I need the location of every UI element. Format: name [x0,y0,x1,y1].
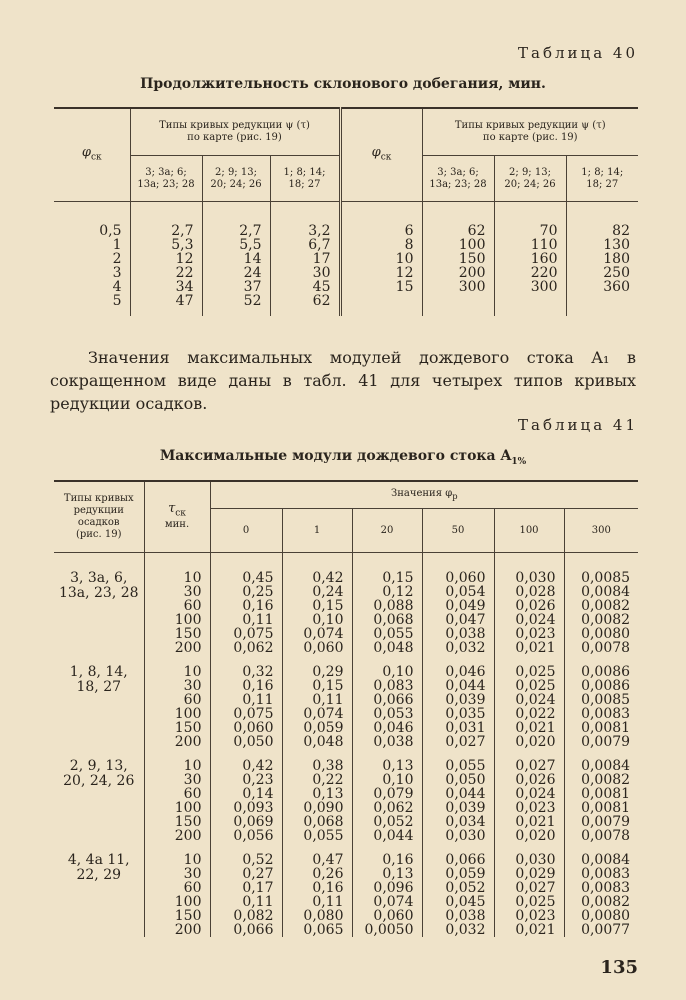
table-cell: 60 [144,693,210,707]
table-cell: 82 [566,224,638,238]
table-cell: 0,060 [282,641,352,655]
table-cell: 14 [202,252,270,266]
table-cell: 0,024 [494,693,564,707]
table-cell: 0,056 [210,829,282,843]
table-cell: 0,050 [422,773,494,787]
table-cell: 24 [202,266,270,280]
table-cell: 0,0079 [564,815,638,829]
table-41-body [54,553,638,938]
spacer-cell [270,308,340,316]
table-cell: 0,11 [282,693,352,707]
table-cell: 0,25 [210,585,282,599]
phi-values-header: Значения $\varphi_р$ [210,481,638,509]
table-cell: 62 [422,224,494,238]
table-41-label: Таблица 41 [518,416,638,434]
table-cell: 0,028 [494,585,564,599]
table-cell: 100 [144,707,210,721]
table-cell: 0,034 [422,815,494,829]
table-cell: 0,11 [210,693,282,707]
table-cell: 45 [270,280,340,294]
reduction-types-header: Типы кривых редукции осадков (рис. 19) [54,481,144,553]
table-cell: 0,027 [494,749,564,773]
tau-header: $\tau_{ск}$ мин. [144,481,210,553]
table-cell: 0,0081 [564,787,638,801]
spacer-cell [494,202,566,225]
table-cell: 0,021 [494,923,564,937]
table-cell: 2 [54,252,130,266]
table-cell: 0,38 [282,749,352,773]
table-cell: 0,048 [352,641,422,655]
table-cell: 200 [422,266,494,280]
table-cell: 0,066 [352,693,422,707]
table-cell: 0,062 [352,801,422,815]
subcol-header: 2; 9; 13; 20; 24; 26 [494,156,566,202]
table-cell: 0,26 [282,867,352,881]
reduction-types-cell: 2, 9, 13, 20, 24, 26 [54,749,144,843]
spacer-cell [422,308,494,316]
table-cell: 0,023 [494,909,564,923]
table-cell: 0,23 [210,773,282,787]
table-cell: 0,021 [494,641,564,655]
reduction-types-cell: 1, 8, 14, 18, 27 [54,655,144,749]
table-cell: 10 [144,843,210,867]
table-cell: 0,14 [210,787,282,801]
table-40-title: Продолжительность склонового добегания, мин. [140,76,546,92]
table-cell: 0,032 [422,641,494,655]
table-cell: 0,046 [352,721,422,735]
phi-column-header: 1 [282,509,352,553]
table-cell: 0,12 [352,585,422,599]
spacer-cell [340,308,422,316]
table-cell: 0,029 [494,867,564,881]
table-cell: 0,13 [352,749,422,773]
table-cell: 200 [144,735,210,749]
subcol-header: 1; 8; 14; 18; 27 [270,156,340,202]
table-cell: 100 [422,238,494,252]
table-cell: 22 [130,266,202,280]
spacer-cell [202,202,270,225]
reduction-types-cell: 4, 4а 11, 22, 29 [54,843,144,937]
table-cell: 0,0086 [564,679,638,693]
table-cell: 0,048 [282,735,352,749]
table-cell: 0,027 [422,735,494,749]
table-cell: 0,074 [282,627,352,641]
table-cell: 0,11 [210,613,282,627]
table-cell: 0,026 [494,599,564,613]
spacer-cell [340,202,422,225]
table-cell: 15 [340,280,422,294]
subcol-header: 3; 3а; 6; 13а; 23; 28 [130,156,202,202]
table-41 [54,480,638,937]
table-cell: 300 [494,280,566,294]
table-cell: 0,0081 [564,801,638,815]
table-cell: 0,15 [282,599,352,613]
table-40-label: Таблица 40 [518,44,638,62]
table-cell: 0,079 [352,787,422,801]
spacer-cell [54,202,130,225]
table-row [54,280,638,294]
table-40-body [54,202,638,317]
table-cell: 0,059 [422,867,494,881]
table-cell: 0,0081 [564,721,638,735]
phi-column-header: 0 [210,509,282,553]
phi-column-header: 300 [564,509,638,553]
table-cell: 150 [144,909,210,923]
table-cell: 0,0085 [564,693,638,707]
table-40 [54,107,638,316]
table-cell: 0,11 [210,895,282,909]
reduction-types-header-left: Типы кривых редукции ψ (τ) по карте (рис. 19) [130,108,340,156]
spacer-cell [130,202,202,225]
table-cell: 0,0085 [564,553,638,586]
spacer-cell [422,202,494,225]
table-cell: 3,2 [270,224,340,238]
table-cell: 110 [494,238,566,252]
table-cell: 220 [494,266,566,280]
table-cell: 100 [144,895,210,909]
table-cell: 0,055 [282,829,352,843]
table-cell: 0,17 [210,881,282,895]
table-cell: 0,025 [494,679,564,693]
table-41-title: Максимальные модули дождевого стока $A_{1\%}$ [159,448,527,467]
reduction-types-header-right: Типы кривых редукции ψ (τ) по карте (рис. 19) [422,108,638,156]
table-cell: 12 [130,252,202,266]
table-cell: 0,025 [494,655,564,679]
table-cell: 0,049 [422,599,494,613]
table-cell: 30 [144,679,210,693]
table-cell: 6,7 [270,238,340,252]
table-cell: 0,027 [494,881,564,895]
table-cell: 0,22 [282,773,352,787]
table-row [54,266,638,280]
table-cell: 0,0078 [564,641,638,655]
table-cell: 10 [144,655,210,679]
table-cell: 0,025 [494,895,564,909]
table-cell: 0,030 [494,553,564,586]
phi-column-header: 20 [352,509,422,553]
table-cell: 0,0082 [564,895,638,909]
table-cell: 0,024 [494,613,564,627]
table-cell: 8 [340,238,422,252]
table-cell: 3 [54,266,130,280]
table-cell: 6 [340,224,422,238]
table-cell: 100 [144,613,210,627]
phi-column-header: 50 [422,509,494,553]
table-row [54,224,638,238]
table-cell: 0,053 [352,707,422,721]
table-cell: 52 [202,294,270,308]
table-cell: 10 [340,252,422,266]
table-row [54,238,638,252]
table-cell: 60 [144,787,210,801]
table-cell: 0,32 [210,655,282,679]
table-cell: 150 [144,627,210,641]
table-cell: 0,044 [352,829,422,843]
table-cell: 200 [144,641,210,655]
table-cell: 0,031 [422,721,494,735]
table-cell: 0,038 [422,909,494,923]
table-row [54,294,638,308]
table-cell: 0,030 [494,843,564,867]
table-cell: 0,0082 [564,773,638,787]
table-cell: 130 [566,238,638,252]
table-cell: 0,075 [210,627,282,641]
phi-column-header: 100 [494,509,564,553]
table-cell: 0,024 [494,787,564,801]
table-cell: 12 [340,266,422,280]
table-cell: 0,066 [422,843,494,867]
table-cell: 0,10 [352,773,422,787]
table-cell: 0,096 [352,881,422,895]
table-cell: 0,52 [210,843,282,867]
table-cell: 0,16 [210,679,282,693]
table-cell: 150 [422,252,494,266]
table-cell: 0,050 [210,735,282,749]
table-cell: 0,059 [282,721,352,735]
table-cell [422,294,494,308]
table-cell: 5,3 [130,238,202,252]
table-cell: 10 [144,553,210,586]
table-cell: 0,047 [422,613,494,627]
table-cell: 0,42 [282,553,352,586]
table-cell: 34 [130,280,202,294]
page-number: 135 [600,957,638,978]
table-cell: 180 [566,252,638,266]
table-cell: 0,020 [494,735,564,749]
table-cell: 0,069 [210,815,282,829]
table-cell: 0,093 [210,801,282,815]
table-cell: 160 [494,252,566,266]
subcol-header: 3; 3а; 6; 13а; 23; 28 [422,156,494,202]
table-cell: 0,021 [494,815,564,829]
table-cell: 30 [144,773,210,787]
table-cell: 0,046 [422,655,494,679]
table-row [54,749,638,773]
table-cell: 0,060 [210,721,282,735]
table-cell: 0,45 [210,553,282,586]
table-row [54,252,638,266]
table-cell: 0,0082 [564,599,638,613]
phi-header-right: $\varphi_{ск}$ [340,108,422,202]
table-cell: 0,15 [352,553,422,586]
table-cell: 0,0083 [564,867,638,881]
table-cell: 0,021 [494,721,564,735]
table-cell: 0,026 [494,773,564,787]
table-cell: 0,0083 [564,881,638,895]
table-cell: 0,060 [422,553,494,586]
table-cell: 30 [270,266,340,280]
table-cell: 0,16 [210,599,282,613]
table-cell: 0,27 [210,867,282,881]
table-cell: 0,038 [352,735,422,749]
spacer-cell [566,308,638,316]
table-cell: 0,15 [282,679,352,693]
table-cell: 0,080 [282,909,352,923]
table-cell: 0,020 [494,829,564,843]
table-cell: 60 [144,599,210,613]
table-cell: 0,0083 [564,707,638,721]
table-cell: 30 [144,867,210,881]
table-cell: 0,0079 [564,735,638,749]
table-cell: 2,7 [202,224,270,238]
spacer-cell [130,308,202,316]
table-cell: 0,030 [422,829,494,843]
table-cell: 0,022 [494,707,564,721]
table-cell: 0,0086 [564,655,638,679]
table-cell: 0,062 [210,641,282,655]
spacer-cell [54,308,130,316]
table-cell: 5,5 [202,238,270,252]
table-cell: 0,032 [422,923,494,937]
table-cell: 200 [144,923,210,937]
spacer-cell [202,308,270,316]
table-cell: 30 [144,585,210,599]
table-cell: 0,044 [422,787,494,801]
table-cell: 62 [270,294,340,308]
table-cell: 0,16 [282,881,352,895]
table-cell: 0,052 [422,881,494,895]
table-cell: 150 [144,721,210,735]
table-cell: 47 [130,294,202,308]
table-cell: 4 [54,280,130,294]
table-cell: 0,023 [494,627,564,641]
table-cell: 37 [202,280,270,294]
table-cell: 0,065 [282,923,352,937]
table-cell: 300 [422,280,494,294]
table-cell: 2,7 [130,224,202,238]
table-row [54,655,638,679]
table-cell: 0,055 [352,627,422,641]
table-cell: 0,074 [352,895,422,909]
table-cell: 0,0077 [564,923,638,937]
table-row [54,553,638,586]
table-cell: 60 [144,881,210,895]
table-cell: 250 [566,266,638,280]
table-cell: 0,088 [352,599,422,613]
table-cell: 200 [144,829,210,843]
subcol-header: 1; 8; 14; 18; 27 [566,156,638,202]
table-cell: 0,083 [352,679,422,693]
body-paragraph: Значения максимальных модулей дождевого стока A₁ в сокращенном виде даны в табл. 41 для четырех типов кривых редукции осадков. [50,348,636,413]
table-cell: 0,0050 [352,923,422,937]
table-cell: 0,13 [282,787,352,801]
table-cell: 0,039 [422,801,494,815]
table-cell: 10 [144,749,210,773]
table-cell: 0,24 [282,585,352,599]
table-cell: 0,0084 [564,585,638,599]
phi-header-left: $\varphi_{ск}$ [54,108,130,202]
table-cell: 0,044 [422,679,494,693]
table-cell: 0,16 [352,843,422,867]
table-cell: 0,054 [422,585,494,599]
table-cell: 0,068 [282,815,352,829]
table-cell [494,294,566,308]
subcol-header: 2; 9; 13; 20; 24; 26 [202,156,270,202]
table-cell: 360 [566,280,638,294]
table-cell: 0,090 [282,801,352,815]
table-cell: 0,5 [54,224,130,238]
spacer-cell [566,202,638,225]
table-cell: 0,060 [352,909,422,923]
table-cell: 5 [54,294,130,308]
table-cell: 0,0084 [564,843,638,867]
table-cell: 0,066 [210,923,282,937]
table-cell: 0,035 [422,707,494,721]
table-cell: 0,038 [422,627,494,641]
table-row [54,843,638,867]
table-cell: 0,052 [352,815,422,829]
table-cell: 0,023 [494,801,564,815]
table-cell: 0,075 [210,707,282,721]
table-cell: 0,055 [422,749,494,773]
table-cell: 0,11 [282,895,352,909]
table-cell: 0,13 [352,867,422,881]
table-cell: 0,47 [282,843,352,867]
table-cell: 0,082 [210,909,282,923]
table-cell: 150 [144,815,210,829]
table-cell: 17 [270,252,340,266]
table-cell [566,294,638,308]
table-cell: 0,0080 [564,909,638,923]
table-cell: 1 [54,238,130,252]
table-cell: 0,42 [210,749,282,773]
table-cell [340,294,422,308]
spacer-cell [270,202,340,225]
table-cell: 0,068 [352,613,422,627]
table-cell: 0,10 [282,613,352,627]
spacer-cell [494,308,566,316]
table-cell: 0,0080 [564,627,638,641]
table-cell: 0,29 [282,655,352,679]
reduction-types-cell: 3, 3а, 6, 13а, 23, 28 [54,553,144,656]
table-cell: 100 [144,801,210,815]
table-cell: 0,074 [282,707,352,721]
table-cell: 0,0078 [564,829,638,843]
table-cell: 0,045 [422,895,494,909]
table-cell: 0,10 [352,655,422,679]
table-cell: 0,0082 [564,613,638,627]
table-cell: 0,0084 [564,749,638,773]
table-cell: 0,039 [422,693,494,707]
table-cell: 70 [494,224,566,238]
